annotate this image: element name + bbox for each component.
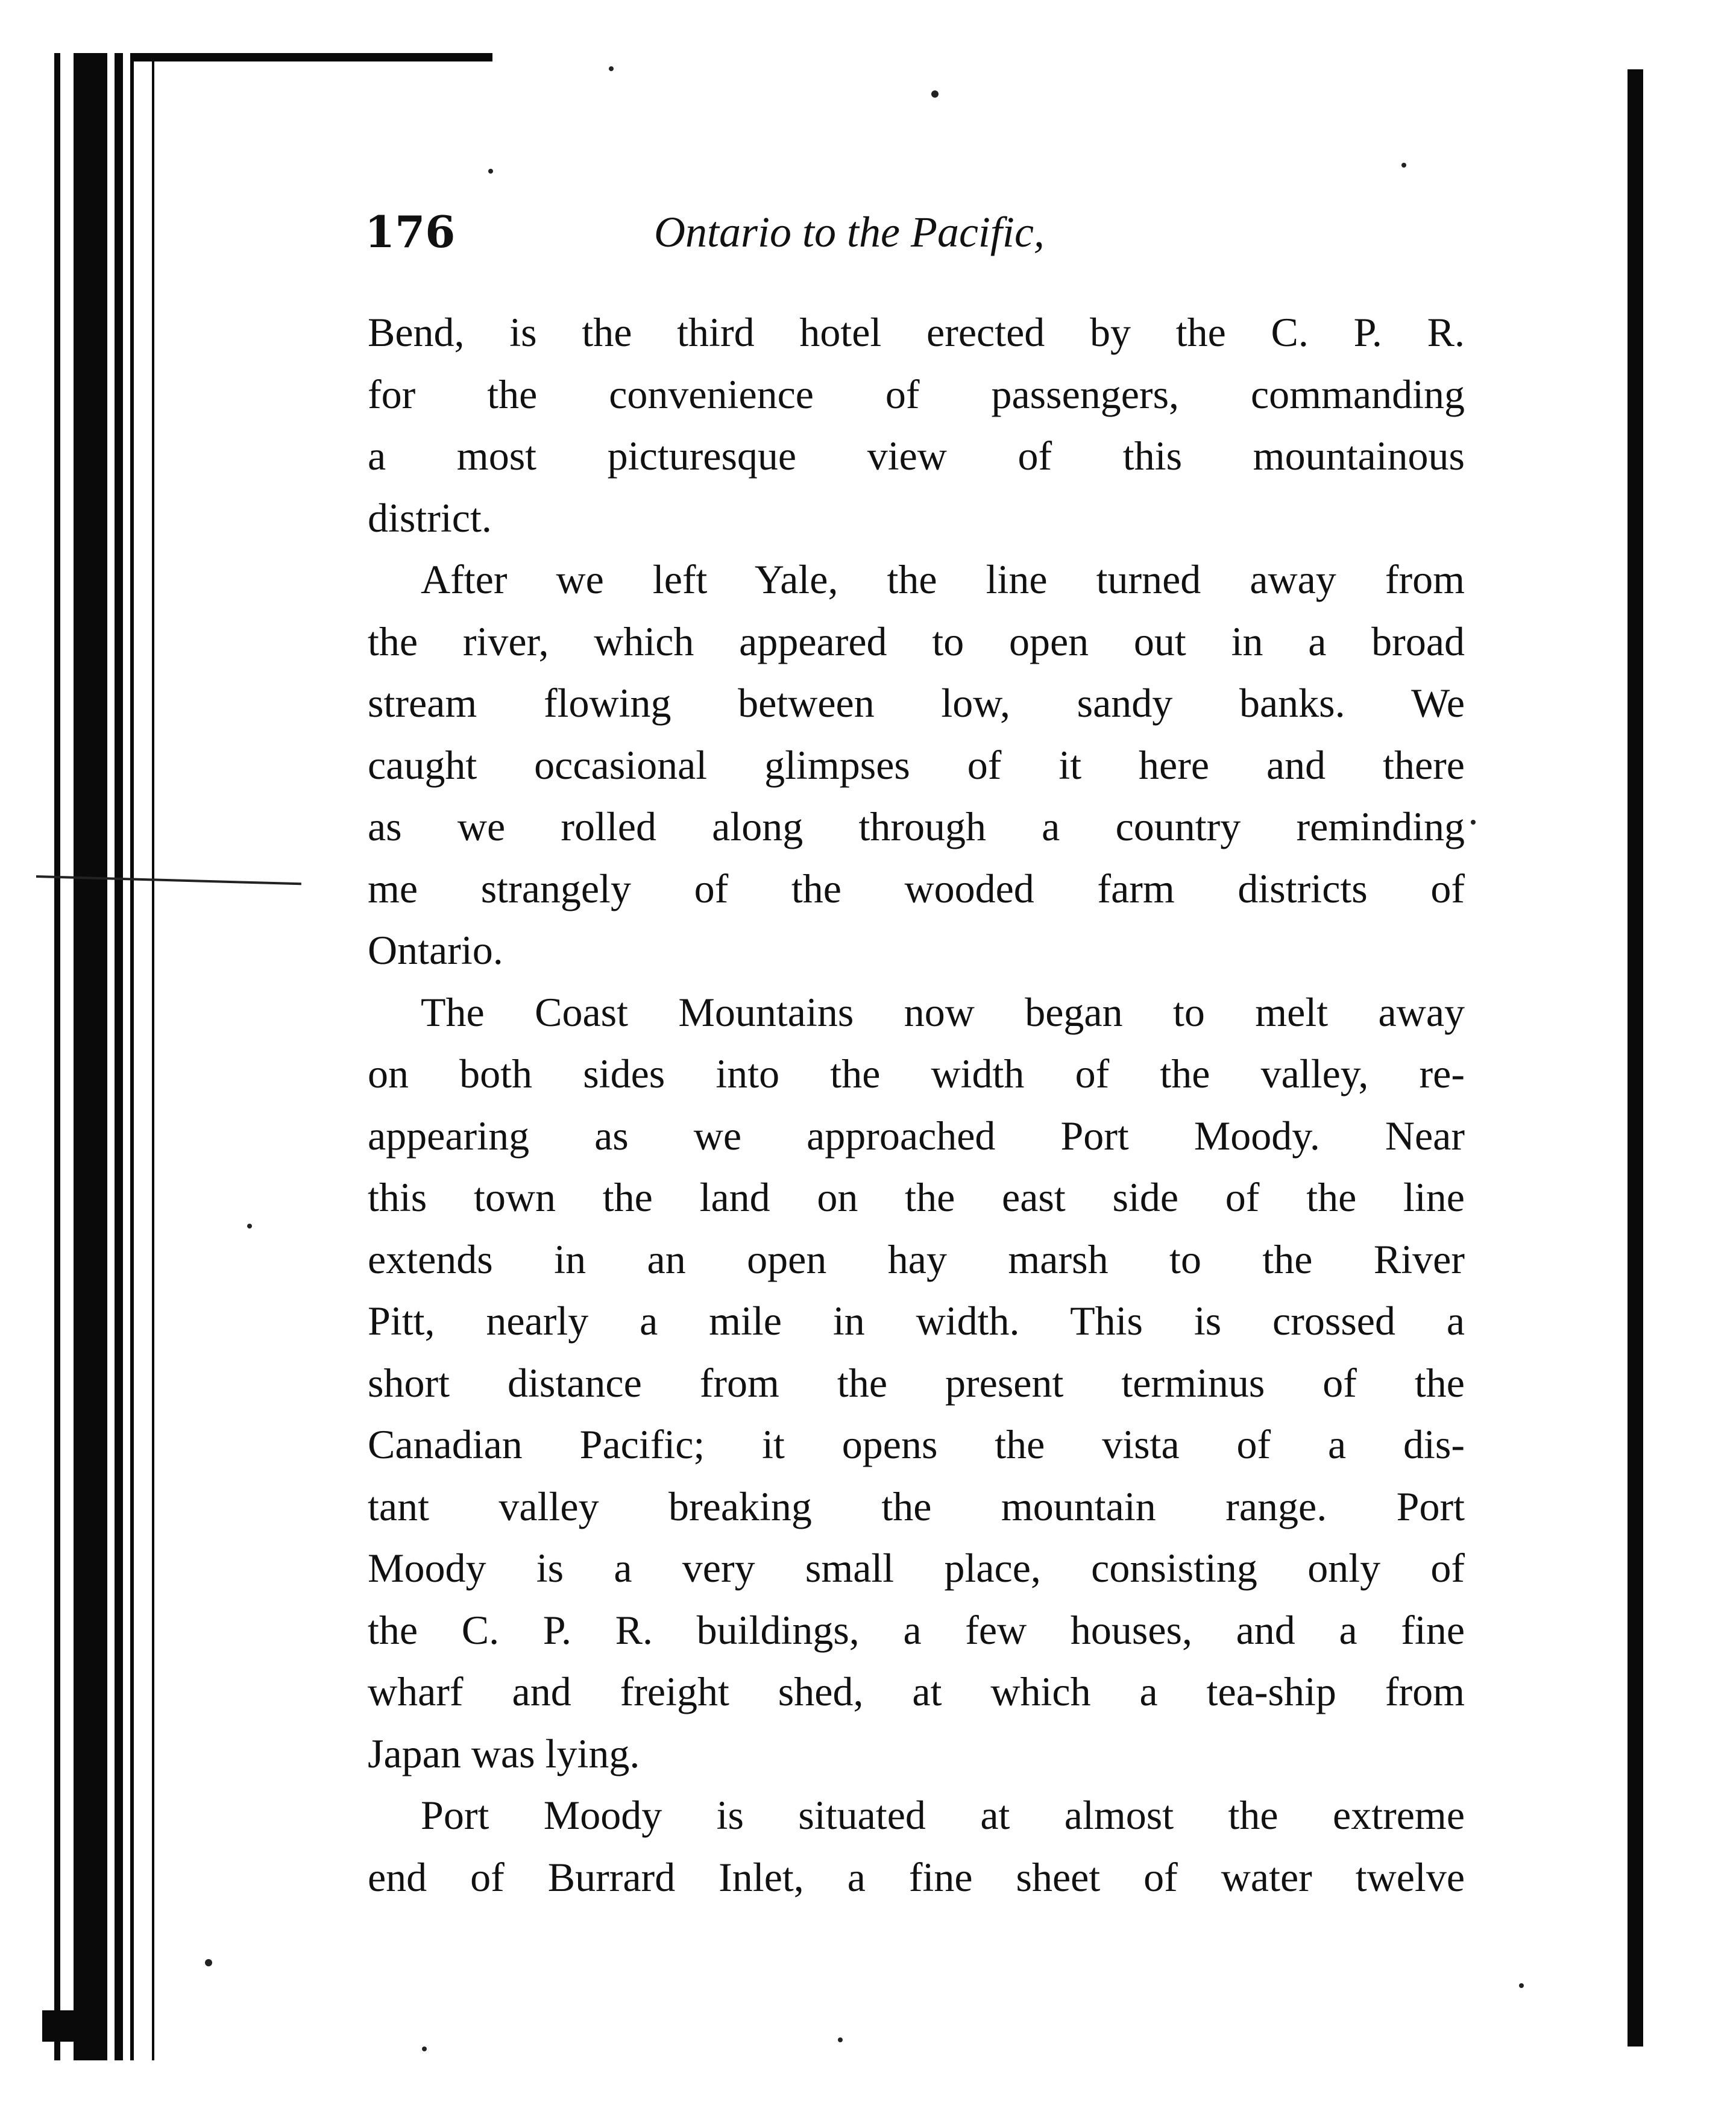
text-line: stream flowing between low, sandy banks. We: [368, 680, 1465, 726]
text-line: Canadian Pacific; it opens the vista of a dis-: [368, 1421, 1465, 1467]
text-line: the river, which appeared to open out in a broad: [368, 618, 1465, 664]
text-line: on both sides into the width of the valley, re-: [368, 1051, 1465, 1096]
paragraph: [368, 301, 1465, 549]
scan-speck: [1471, 820, 1476, 825]
text-line: The Coast Mountains now began to melt away: [421, 989, 1465, 1035]
scan-speck: [422, 2047, 427, 2051]
running-head: [365, 199, 1209, 265]
text-line: me strangely of the wooded farm districts of: [368, 865, 1465, 911]
binding-line: [130, 53, 134, 2060]
text-line: appearing as we approached Port Moody. Near: [368, 1112, 1465, 1159]
text-line: the C. P. R. buildings, a few houses, and a fine: [368, 1606, 1465, 1653]
body-text: [368, 301, 1465, 1908]
text-line: this town the land on the east side of the line: [368, 1174, 1465, 1220]
binding-line: [54, 53, 60, 2060]
scan-speck: [1519, 1983, 1524, 1988]
text-line: short distance from the present terminus of the: [368, 1359, 1465, 1406]
scan-speck: [1401, 163, 1406, 168]
text-line: After we left Yale, the line turned away from: [421, 556, 1465, 602]
text-line: tant valley breaking the mountain range. Port: [368, 1483, 1465, 1529]
scan-speck: [247, 1224, 252, 1229]
page-number: 176: [365, 206, 456, 257]
top-edge-rule: [134, 53, 492, 61]
text-line: Port Moody is situated at almost the extreme: [421, 1792, 1465, 1838]
text-line: extends in an open hay marsh to the River: [368, 1236, 1465, 1282]
paragraph: [368, 1784, 1465, 1908]
text-line: Bend, is the third hotel erected by the C. P. R.: [368, 309, 1465, 355]
scan-speck: [205, 1959, 212, 1966]
text-line: as we rolled along through a country reminding: [368, 804, 1465, 849]
text-line: Pitt, nearly a mile in width. This is crossed a: [368, 1298, 1465, 1344]
text-line: wharf and freight shed, at which a tea-ship from: [368, 1669, 1465, 1714]
running-title: Ontario to the Pacific,: [654, 208, 1045, 256]
book-binding-edge: [42, 53, 163, 2060]
text-line: Ontario.: [368, 927, 503, 973]
text-line: district.: [368, 494, 492, 541]
right-edge-rule: [1628, 69, 1643, 2047]
paragraph: [368, 549, 1465, 981]
text-line: end of Burrard Inlet, a fine sheet of water twelve: [368, 1854, 1465, 1900]
binding-line: [115, 53, 123, 2060]
text-line: Japan was lying.: [368, 1730, 640, 1776]
text-line: a most picturesque view of this mountainous: [368, 433, 1465, 479]
text-line: caught occasional glimpses of it here and there: [368, 741, 1465, 788]
scan-speck: [931, 90, 939, 98]
text-line: Moody is a very small place, consisting only of: [368, 1545, 1465, 1591]
scan-speck: [838, 2037, 843, 2042]
text-line: for the convenience of passengers, commanding: [368, 371, 1465, 417]
scan-speck: [488, 169, 493, 174]
paragraph: [368, 981, 1465, 1785]
corner-block: [42, 2010, 92, 2042]
binding-line: [74, 53, 107, 2060]
binding-line: [152, 53, 154, 2060]
scan-speck: [609, 66, 614, 71]
